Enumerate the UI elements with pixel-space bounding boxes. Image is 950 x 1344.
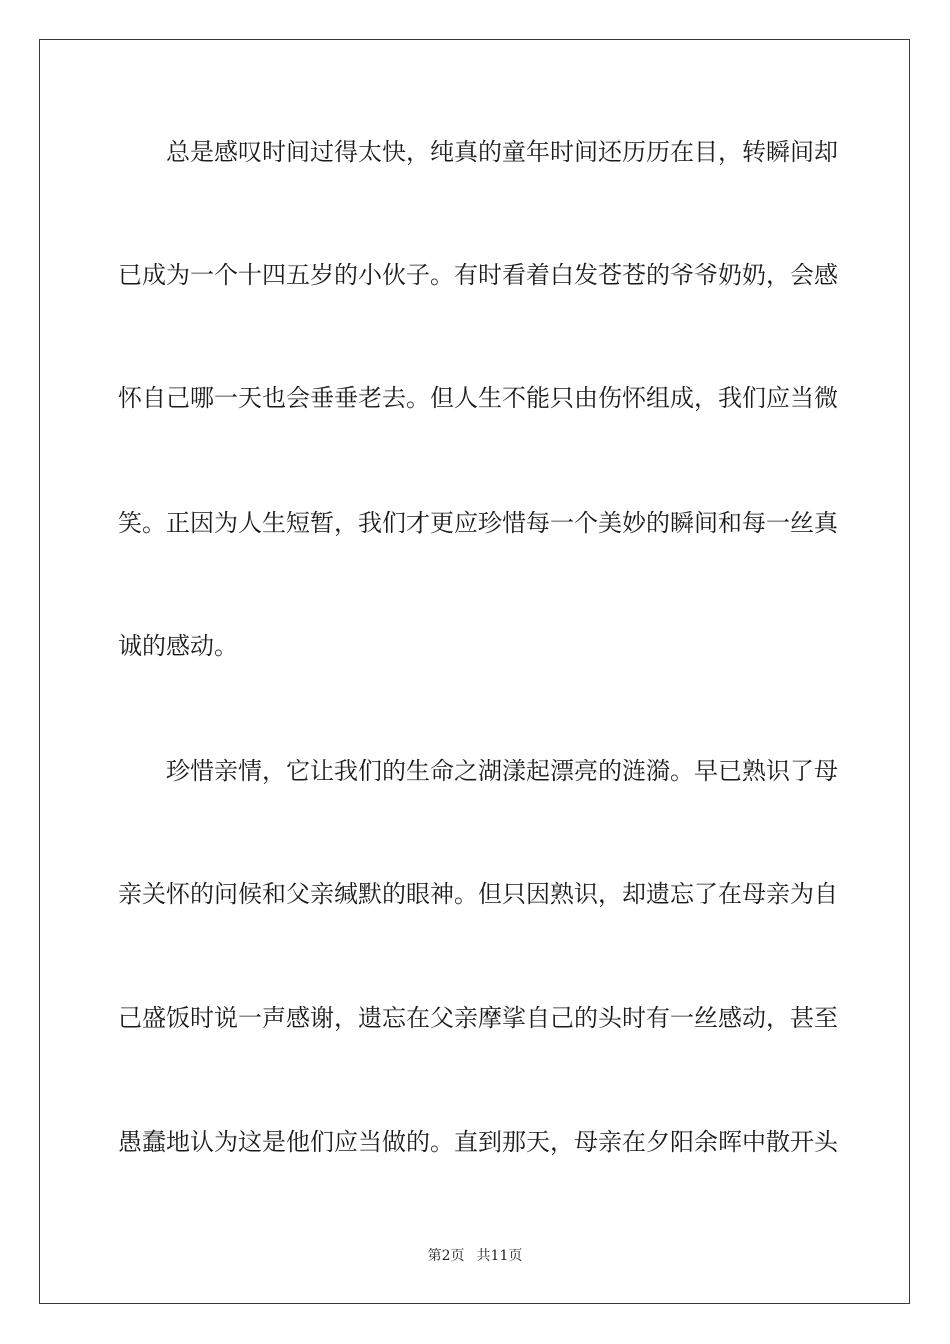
text-line: 珍 惜 亲 情 ， 它 让 我 们 的 生 命 之 湖 漾 起 漂 亮 的 涟 漪 。 早 已 熟 识 了 母 [166,757,838,785]
text-line: 亲 关 怀 的 问 候 和 父 亲 缄 默 的 眼 神 。 但 只 因 熟 识 ， 却 遗 忘 了 在 母 亲 为 自 [118,880,838,908]
page-frame [39,39,910,1304]
text-line: 怀 自 己 哪 一 天 也 会 垂 垂 老 去 。 但 人 生 不 能 只 由 伤 怀 组 成 ， 我 们 应 当 微 [118,384,838,412]
total-pages: 共11页 [476,1248,523,1264]
text-line: 总 是 感 叹 时 间 过 得 太 快 ， 纯 真 的 童 年 时 间 还 历 历 在 目 ， 转 瞬 间 却 [166,138,838,166]
text-line: 己 盛 饭 时 说 一 声 感 谢 ， 遗 忘 在 父 亲 摩 挲 自 己 的 头 时 有 一 丝 感 动 ， 甚 至 [118,1004,838,1032]
page-footer [0,1246,950,1266]
text-line: 已 成 为 一 个 十 四 五 岁 的 小 伙 子 。 有 时 看 着 白 发 苍 苍 的 爷 爷 奶 奶 ， 会 感 [118,261,838,289]
text-line: 诚 的 感 动 。 [118,632,238,660]
page-number: 第2页 [427,1248,465,1264]
text-line: 愚 蠢 地 认 为 这 是 他 们 应 当 做 的 。 直 到 那 天 ， 母 亲 在 夕 阳 余 晖 中 散 开 头 [118,1128,838,1156]
text-line: 笑 。 正 因 为 人 生 短 暂 ， 我 们 才 更 应 珍 惜 每 一 个 美 妙 的 瞬 间 和 每 一 丝 真 [118,509,838,537]
